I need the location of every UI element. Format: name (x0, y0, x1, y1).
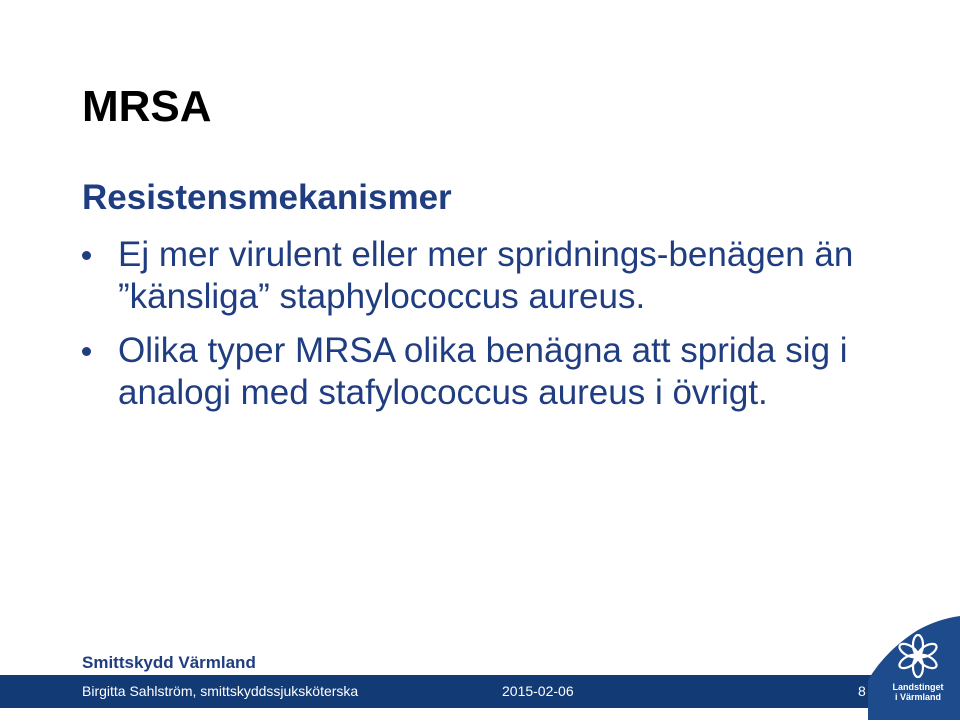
bullet-text: Ej mer virulent eller mer spridnings-benägen än ”känsliga” staphylococcus aureus. (118, 235, 854, 316)
logo (868, 616, 960, 720)
footer-author: Birgitta Sahlström, smittskyddssjuksköterska (82, 683, 359, 699)
bullet-item (82, 234, 882, 318)
logo-text (876, 682, 960, 702)
footer-date: 2015-02-06 (502, 683, 574, 699)
bullet-text: Olika typer MRSA olika benägna att sprida sig i analogi med stafylococcus aureus i övrigt. (118, 331, 848, 412)
logo-text-line2: i Värmland (894, 692, 941, 702)
organization-name: Smittskydd Värmland (82, 653, 256, 672)
bullet-dot-icon (82, 251, 91, 260)
logo-text-line1: Landstinget (892, 682, 944, 692)
slide-title: MRSA (82, 82, 212, 131)
page-number: 8 (858, 683, 866, 699)
bullet-list (82, 234, 882, 426)
flower-emblem-icon (868, 616, 960, 720)
slide-subtitle: Resistensmekanismer (82, 178, 452, 217)
bullet-item (82, 330, 882, 414)
bullet-dot-icon (82, 347, 91, 356)
